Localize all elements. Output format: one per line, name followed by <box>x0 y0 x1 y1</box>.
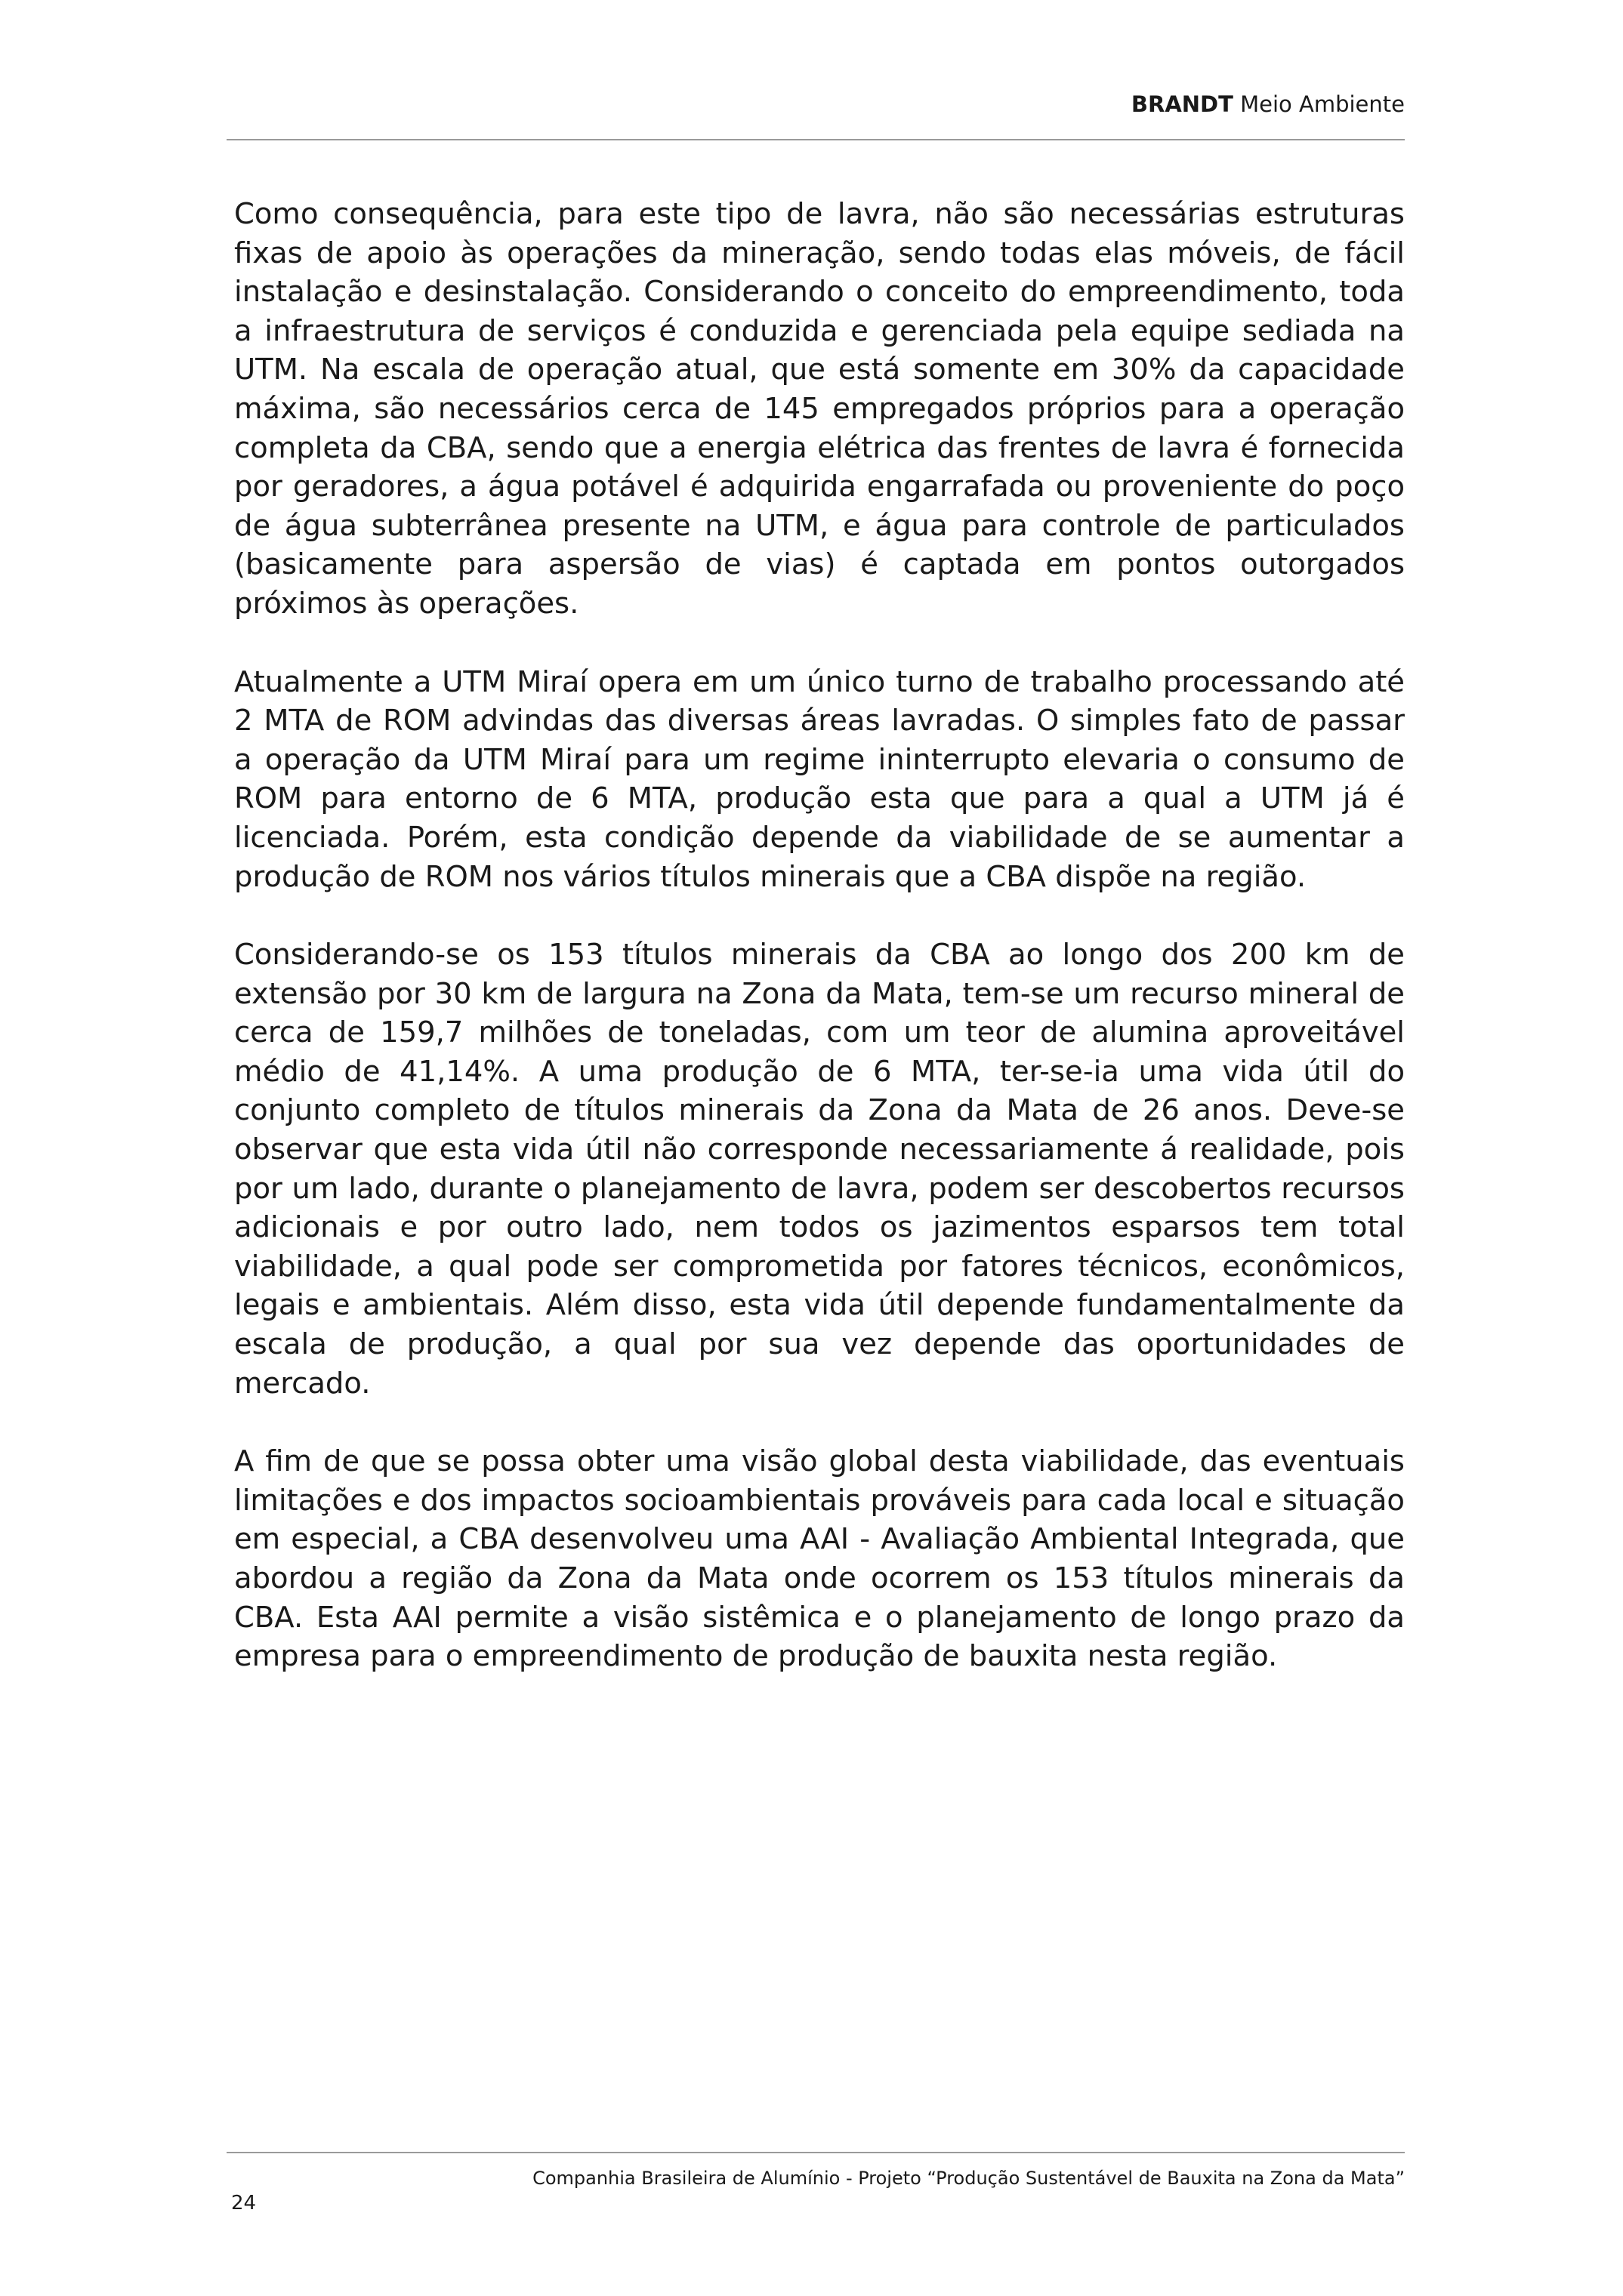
header-brand: BRANDT <box>1131 91 1233 117</box>
header-subtitle: Meio Ambiente <box>1240 91 1405 117</box>
footer-divider <box>227 2152 1405 2153</box>
body-paragraph-1: Como consequência, para este tipo de lavra, não são necessárias estruturas fixas de apoio às operações da mineração, sendo todas elas móveis, de fácil instalação e desinstalação. Considerando o conceito do empreendimento, toda a infraestrutura de serviços é conduzida e gerenciada pela equipe sediada na UTM. Na escala de operação atual, que está somente em 30% da capacidade máxima, são necessários cerca de 145 empregados próprios para a operação completa da CBA, sendo que a energia elétrica das frentes de lavra é fornecida por geradores, a água potável é adquirida engarrafada ou proveniente do poço de água subterrânea presente na UTM, e água para controle de particulados (basicamente para aspersão de vias) é captada em pontos outorgados próximos às operações. <box>234 197 1405 621</box>
body-paragraph-4: A fim de que se possa obter uma visão global desta viabilidade, das eventuais limitações e dos impactos socioambientais prováveis para cada local e situação em especial, a CBA desenvolveu uma AAI - Avaliação Ambiental Integrada, que abordou a região da Zona da Mata onde ocorrem os 153 títulos minerais da CBA. Esta AAI permite a visão sistêmica e o planejamento de longo prazo da empresa para o empreendimento de produção de bauxita nesta região. <box>234 1444 1405 1674</box>
document-body <box>234 195 1405 1715</box>
page-number: 24 <box>231 2192 257 2214</box>
body-paragraph-2: Atualmente a UTM Miraí opera em um único turno de trabalho processando até 2 MTA de ROM advindas das diversas áreas lavradas. O simples fato de passar a operação da UTM Miraí para um regime ininterrupto elevaria o consumo de ROM para entorno de 6 MTA, produção esta que para a qual a UTM já é licenciada. Porém, esta condição depende da viabilidade de se aumentar a produção de ROM nos vários títulos minerais que a CBA dispõe na região. <box>234 664 1405 894</box>
header-divider <box>227 139 1405 140</box>
body-paragraph-3: Considerando-se os 153 títulos minerais da CBA ao longo dos 200 km de extensão por 30 km de largura na Zona da Mata, tem-se um recurso mineral de cerca de 159,7 milhões de toneladas, com um teor de alumina aproveitável médio de 41,14%. A uma produção de 6 MTA, ter-se-ia uma vida útil do conjunto completo de títulos minerais da Zona da Mata de 26 anos. Deve-se observar que esta vida útil não corresponde necessariamente á realidade, pois por um lado, durante o planejamento de lavra, podem ser descobertos recursos adicionais e por outro lado, nem todos os jazimentos esparsos tem total viabilidade, a qual pode ser comprometida por fatores técnicos, econômicos, legais e ambientais. Além disso, esta vida útil depende fundamentalmente da escala de produção, a qual por sua vez depende das oportunidades de mercado. <box>234 938 1405 1401</box>
footer-project-title: Companhia Brasileira de Alumínio - Projeto “Produção Sustentável de Bauxita na Zona da Mata” <box>532 2168 1405 2189</box>
page-header <box>227 89 1405 119</box>
